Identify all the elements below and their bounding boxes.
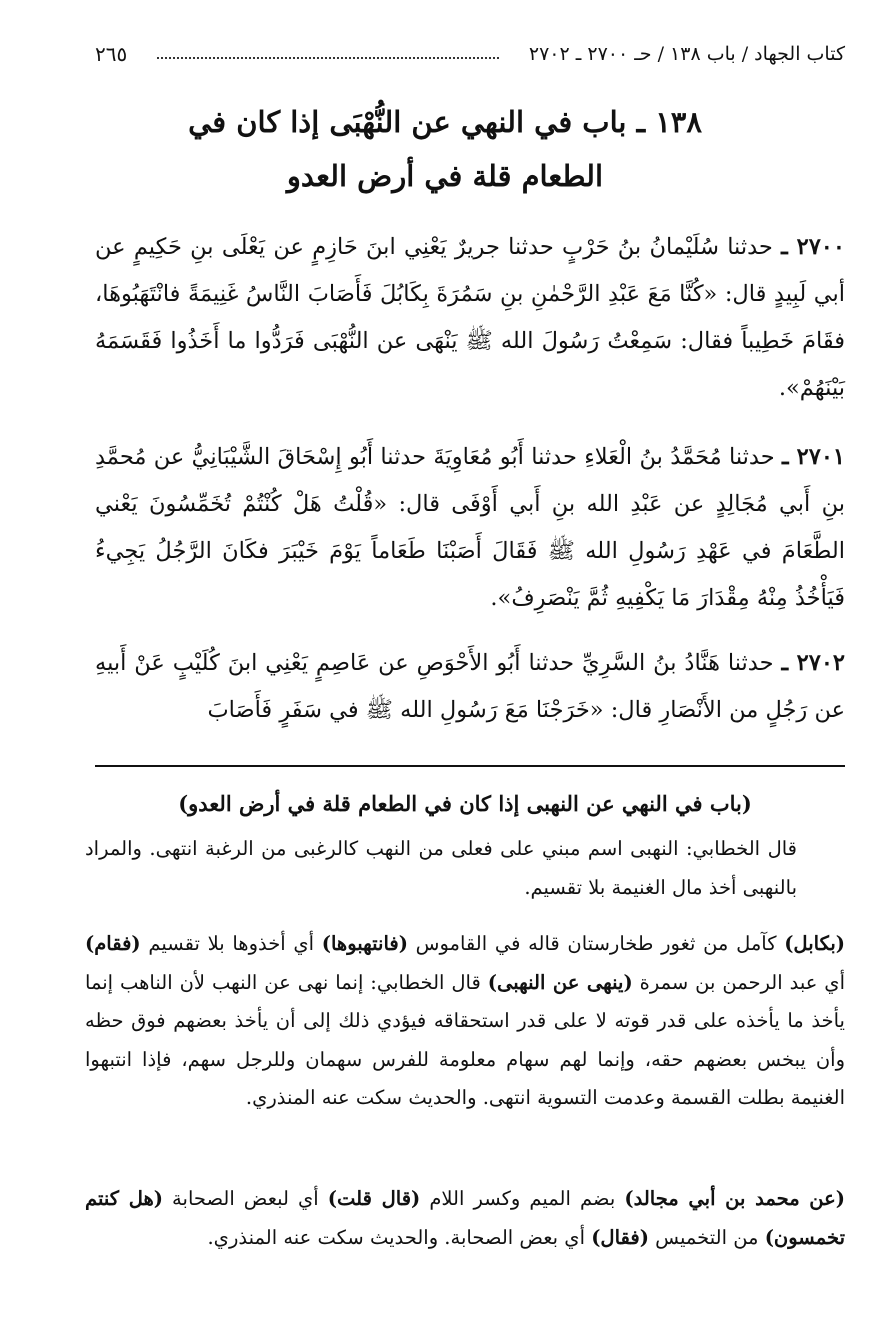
commentary-paragraph-1: قال الخطابي: النهبى اسم مبني على فعلى من النهب كالرغبى من الرغبة انتهى. والمراد بالنهبى أخذ مال الغنيمة بلا تقسيم.: [85, 837, 797, 899]
commentary-term: (بكابل): [784, 932, 845, 955]
hadith-2702: [95, 640, 845, 734]
commentary-text: أي لبعض الصحابة: [162, 1187, 328, 1210]
commentary-term: (هل كنتم تخمسون): [85, 1187, 845, 1249]
hadith-number: ٢٧٠٠ ـ: [781, 234, 845, 260]
footnote-divider: [95, 765, 845, 767]
running-header: [95, 38, 845, 70]
hadith-number: ٢٧٠١ ـ: [782, 444, 845, 470]
hadith-text: حدثنا سُلَيْمانُ بنُ حَرْبٍ حدثنا جريرٌ يَعْنِي ابنَ حَازِمٍ عن يَعْلَى بنِ حَكِيمٍ عن أبي لَبِيدٍ قال: «كُنَّا مَعَ عَبْدِ الرَّحْمٰنِ بنِ سَمُرَةَ بِكَابُلَ فَأَصَابَ النَّاسُ غَنِيمَةً فانْتَهَبُوهَا، فقَامَ خَطِيباً فقال: سَمِعْتُ رَسُولَ الله ﷺ يَنْهَى عن النُّهْبَى فَرَدُّوا ما أَخَذُوا فَقَسَمَهُ بَيْنَهُمْ».: [95, 234, 845, 401]
hadith-text: حدثنا هَنَّادُ بنُ السَّرِيِّ حدثنا أَبُو الأَحْوَصِ عن عَاصِمٍ يَعْنِي ابنَ كُلَيْبٍ عَنْ أَبيهِ عن رَجُلٍ من الأَنْصَارِ قال: «خَرَجْنَا مَعَ رَسُولِ الله ﷺ في سَفَرٍ فَأَصَابَ: [95, 650, 845, 723]
commentary-term: (فقال): [591, 1225, 649, 1249]
commentary-term: (عن محمد بن أبي مجالد): [624, 1187, 846, 1210]
commentary-paragraph-2: [85, 925, 845, 1118]
commentary-term: (ينهى عن النهبى): [487, 970, 633, 994]
commentary-text: من التخميس: [648, 1225, 765, 1249]
page-number: ٢٦٥: [95, 42, 128, 66]
commentary-paragraph-3: [85, 1180, 845, 1257]
commentary-text: أي عبد الرحمن بن سمرة: [632, 970, 845, 994]
hadith-2701: [95, 434, 845, 622]
commentary-term: (قال قلت): [327, 1187, 421, 1210]
header-dotted-leader: [157, 57, 499, 59]
commentary-heading: (باب في النهي عن النهبى إذا كان في الطعام قلة في أرض العدو): [178, 791, 752, 816]
running-header-title: كتاب الجهاد / باب ١٣٨ / حـ ٢٧٠٠ ـ ٢٧٠٢: [528, 43, 845, 65]
hadith-number: ٢٧٠٢ ـ: [781, 650, 845, 676]
commentary-text: بضم الميم وكسر اللام: [420, 1187, 625, 1210]
commentary-text: أي أخذوها بلا تقسيم: [140, 932, 322, 955]
hadith-2700: [95, 224, 845, 412]
commentary-term: (فقام): [85, 932, 141, 955]
commentary-text: كآمل من ثغور طخارستان قاله في القاموس: [407, 932, 785, 955]
chapter-title-line-1: ١٣٨ ـ باب في النهي عن النُّهْبَى إذا كان في: [188, 105, 702, 139]
commentary-text: أي بعض الصحابة. والحديث سكت عنه المنذري.: [207, 1225, 592, 1249]
commentary-term: (فانتهبوها): [321, 932, 408, 955]
chapter-title: [100, 95, 790, 203]
commentary-text: قال الخطابي: إنما نهى عن النهب لأن الناهب إنما يأخذ ما يأخذه على قدر قوته لا على قدر استحقاقه فيؤدي ذلك إلى أن يأخذ بعضهم فوق حظه وأن يبخس بعضهم حقه، وإنما لهم سهام معلومة للفرس سهمان وللرجل سهم، فإذا انتبهوا الغنيمة بطلت القسمة وعدمت التسوية انتهى. والحديث سكت عنه المنذري.: [85, 970, 845, 1109]
chapter-title-line-2: الطعام قلة في أرض العدو: [286, 159, 604, 193]
hadith-text: حدثنا مُحَمَّدُ بنُ الْعَلاءِ حدثنا أَبُو مُعَاوِيَةَ حدثنا أَبُو إِسْحَاقَ الشَّيْبَانِيُّ عن مُحمَّدِ بنِ أَبي مُجَالِدٍ عن عَبْدِ الله بنِ أَبي أَوْفَى قال: «قُلْتُ هَلْ كُنْتُمْ تُخَمِّسُونَ يَعْني الطَّعَامَ في عَهْدِ رَسُولِ الله ﷺ فَقَالَ أَصَبْنَا طَعَاماً يَوْمَ خَيْبَرَ فكَانَ الرَّجُلُ يَجِيءُ فَيَأْخُذُ مِنْهُ مِقْدَارَ مَا يَكْفِيهِ ثُمَّ يَنْصَرِفُ».: [95, 444, 845, 611]
